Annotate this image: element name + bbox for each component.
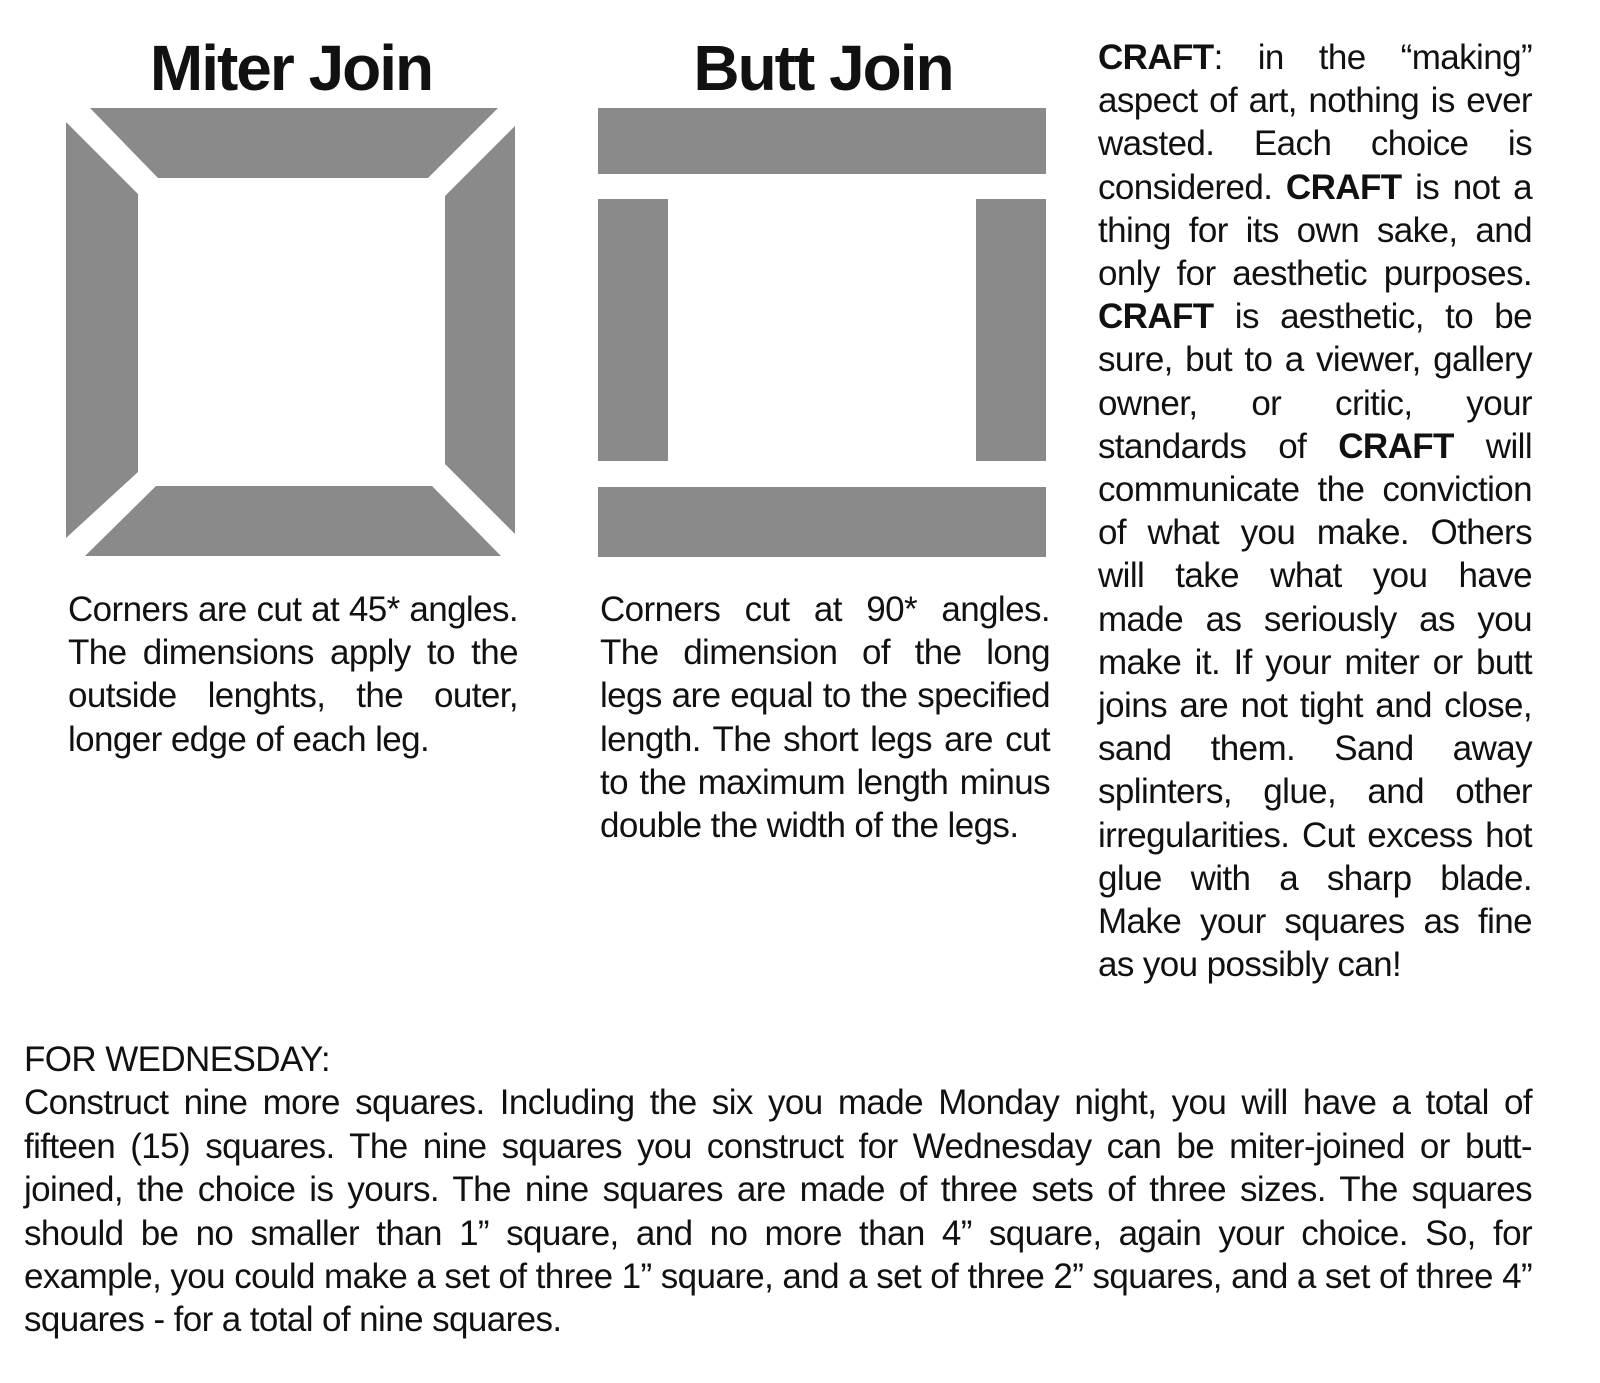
assignment-body: Construct nine more squares. Including the six you made Monday night, you will have a total of fifteen (15) squares. The nine squares you construct for Wednesday can be miter-joined or butt-joined, the choice is yours. The nine squares are made of three sets of three sizes. The squares should be no smaller than 1” square, and no more than 4” square, again your choice. So, for example, you could make a set of three 1” square, and a set of three 2” squares, and a set of three 4” squares - for a total of nine squares. <box>24 1083 1532 1340</box>
assignment-section <box>24 1038 1532 1342</box>
miter-join-caption: Corners are cut at 45* angles. The dimensions apply to the outside lenghts, the outer, longer edge of each leg. <box>68 590 518 759</box>
craft-term: CRAFT <box>1098 38 1214 77</box>
miter-join-heading: Miter Join <box>149 32 433 104</box>
butt-bottom-leg <box>598 487 1046 557</box>
assignment-heading: FOR WEDNESDAY: <box>24 1040 330 1079</box>
craft-term: CRAFT <box>1098 297 1214 337</box>
miter-bottom-leg <box>85 486 501 556</box>
butt-left-leg <box>598 199 668 461</box>
butt-join-caption: Corners cut at 90* angles. The dimension of the long legs are equal to the specified length. The short legs are cut to the maximum length minus double the width of the legs. <box>600 590 1050 846</box>
miter-join-diagram <box>66 108 516 558</box>
craft-text-4: will communicate the conviction of what you make. Others will take what you have made as seriously as you make it. If your miter or butt joins are not tight and close, sand them. Sand away splinters, glue, and other irregularities. Cut excess hot glue with a sharp blade. Make your squares as fine as you possibly can! <box>1098 426 1532 985</box>
butt-join-diagram <box>598 108 1048 558</box>
miter-right-leg <box>445 126 515 534</box>
butt-top-leg <box>598 108 1046 174</box>
butt-join-heading: Butt Join <box>693 32 953 104</box>
craft-text-3: is aesthetic, to be sure, but to a viewer, gallery owner, or critic, your standards of <box>1098 297 1532 466</box>
craft-paragraph <box>1098 36 1532 986</box>
craft-text-1: : in the “making” aspect of art, nothing is ever wasted. Each choice is considered. <box>1098 38 1532 207</box>
butt-right-leg <box>976 199 1046 461</box>
craft-term: CRAFT <box>1338 426 1454 466</box>
miter-top-leg <box>90 108 498 178</box>
craft-text-2: is not a thing for its own sake, and only for aesthetic purposes. <box>1098 167 1532 294</box>
miter-left-leg <box>66 122 138 538</box>
craft-term: CRAFT <box>1285 167 1402 207</box>
